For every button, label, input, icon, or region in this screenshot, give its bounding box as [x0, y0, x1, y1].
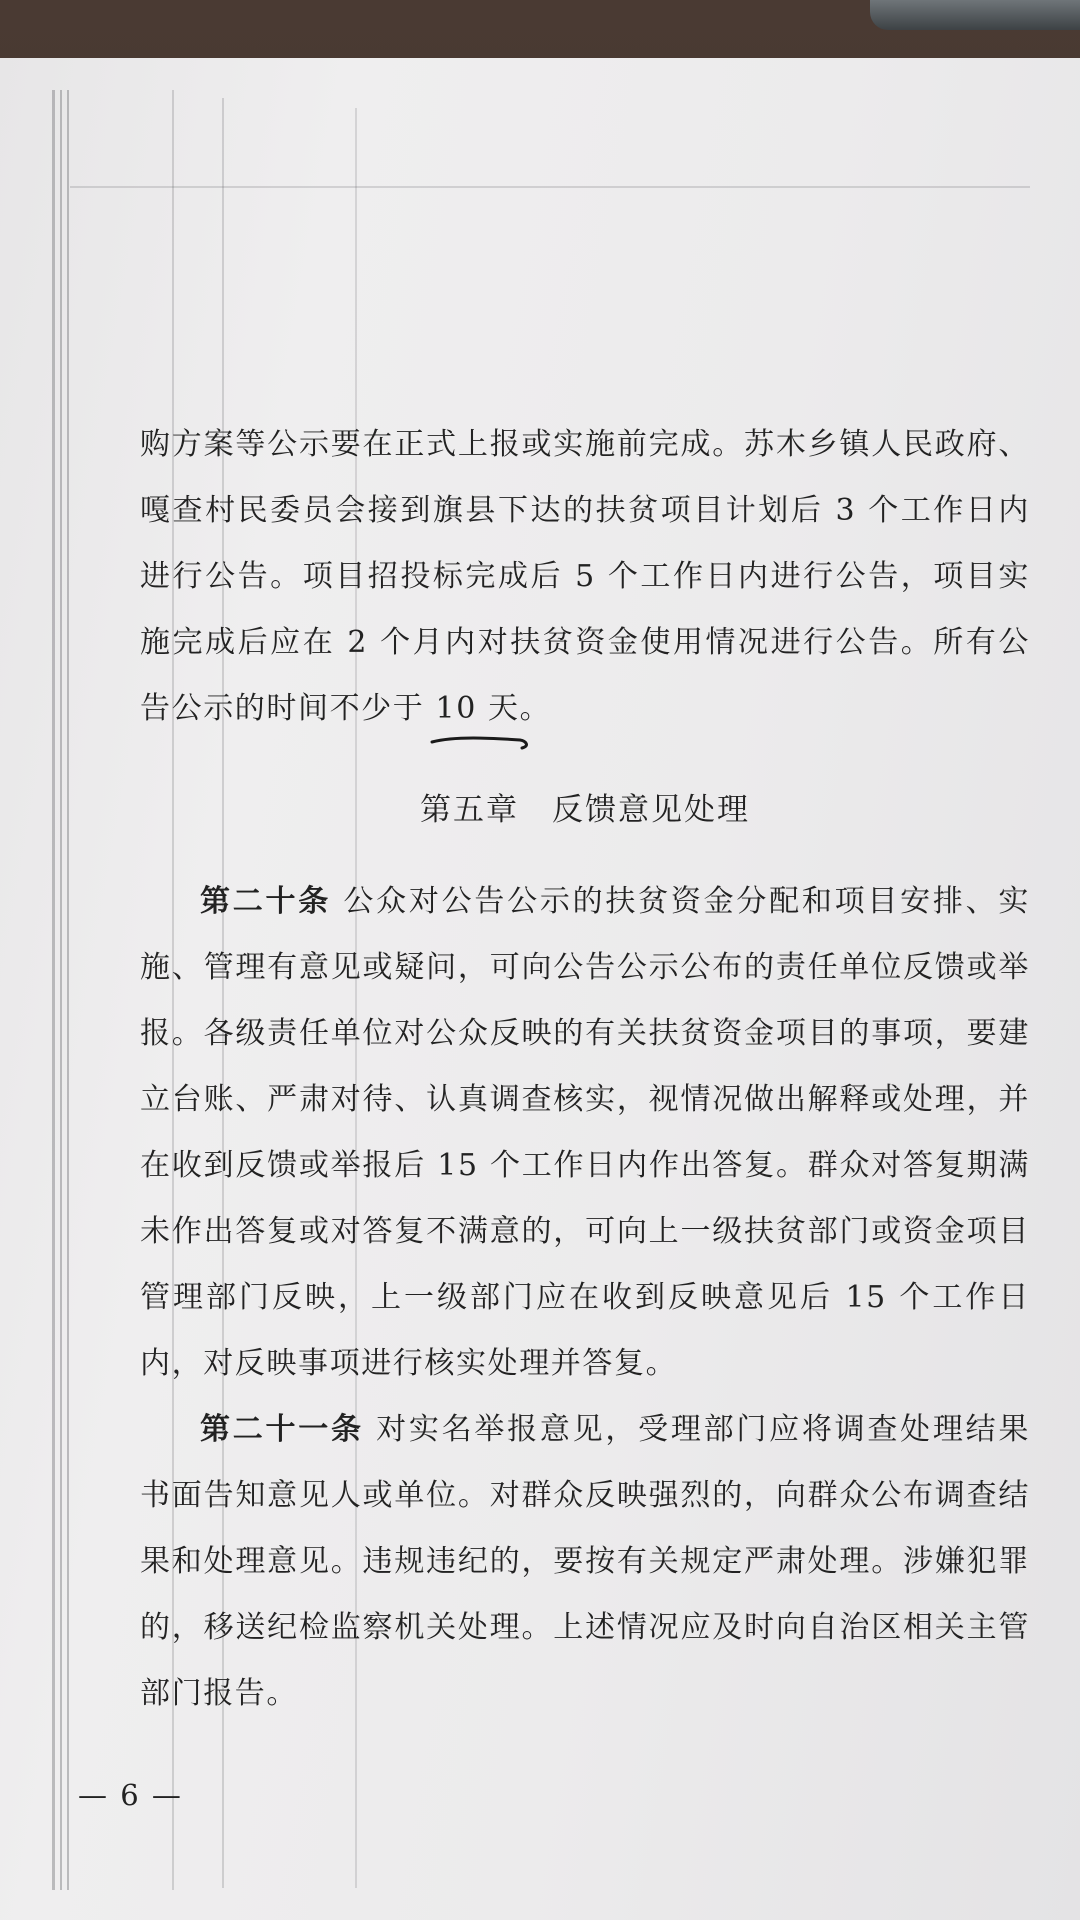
- binding-line: [52, 90, 55, 1890]
- article-21-body: 对实名举报意见，受理部门应将调查处理结果书面告知意见人或单位。对群众反映强烈的，向群众公布调查结果和处理意见。违规违纪的，要按有关规定严肃处理。涉嫌犯罪的，移送纪检监察机关处理。上述情况应及时向自治区相关主管部门报告。: [140, 1412, 1031, 1711]
- binding-line: [67, 90, 69, 1890]
- device-edge: [870, 0, 1080, 30]
- article-20-body: 公众对公告公示的扶贫资金分配和项目安排、实施、管理有意见或疑问，可向公告公示公布的责任单位反馈或举报。各级责任单位对公众反映的有关扶贫资金项目的事项，要建立台账、严肃对待、认真调查核实，视情况做出解释或处理，并在收到反馈或举报后 15 个工作日内作出答复。群众对答复期满未作出答复或对答复不满意的，可向上一级扶贫部门或资金项目管理部门反映，上一级部门应在收到反映意见后 15 个工作日内，对反映事项进行核实处理并答复。: [140, 884, 1030, 1381]
- binding-line: [60, 90, 62, 1890]
- article-21-heading: 第二十一条: [200, 1412, 364, 1447]
- intro-text: 购方案等公示要在正式上报或实施前完成。苏木乡镇人民政府、嘎查村民委员会接到旗县下达的扶贫项目计划后 3 个工作日内进行公告。项目招投标完成后 5 个工作日内进行公告，项目实施完成后应在 2 个月内对扶贫资金使用情况进行公告。所有公告公示的时间不少于: [140, 427, 1030, 726]
- chapter-title: 第五章 反馈意见处理: [420, 792, 750, 828]
- page-number: — 6 —: [78, 1778, 183, 1812]
- article-20-paragraph: [140, 869, 1030, 1397]
- underlined-phrase: [436, 676, 520, 742]
- header-rule: [70, 186, 1030, 188]
- article-20-heading: 第二十条: [200, 884, 332, 919]
- document-body: [140, 412, 1030, 1727]
- intro-text-end: 。: [519, 691, 552, 726]
- article-21-paragraph: [140, 1397, 1030, 1727]
- intro-paragraph: [140, 412, 1030, 742]
- pen-underline-mark: [430, 732, 540, 754]
- marked-text: 10 天: [435, 691, 520, 726]
